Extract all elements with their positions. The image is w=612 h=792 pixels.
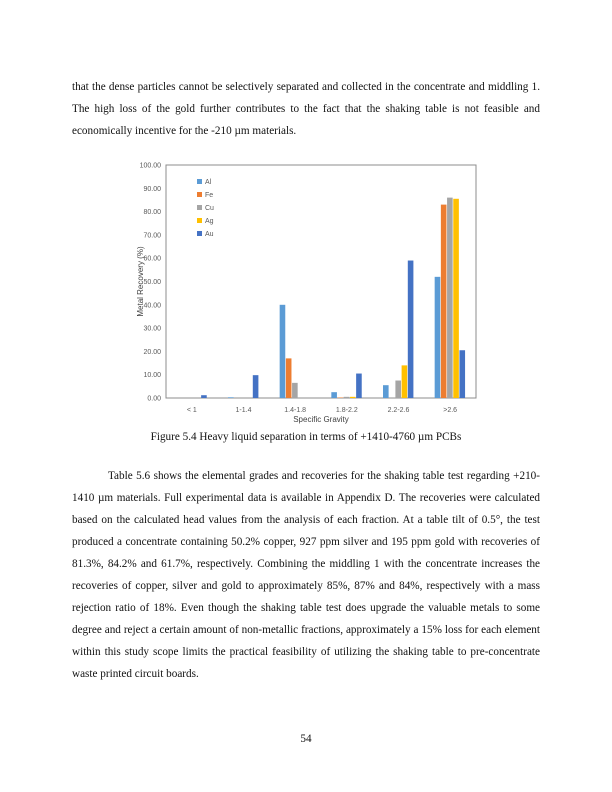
- bar-au: [408, 261, 414, 398]
- x-tick-label: 2.2-2.6: [387, 407, 410, 414]
- legend-swatch-ag: [197, 218, 202, 223]
- x-tick-label: 1.8-2.2: [335, 407, 358, 414]
- x-axis-label: Specific Gravity: [293, 415, 349, 424]
- x-tick-label: 1.4-1.8: [284, 407, 307, 414]
- legend-label-al: Al: [205, 179, 212, 186]
- bar-au: [356, 374, 362, 398]
- y-tick-label: 100.00: [139, 162, 161, 170]
- body-paragraph-top: that the dense particles cannot be selectively separated and collected in the concentrate and middling 1. The high loss of the gold further contributes to the fact that the shaking table is not feasible and economically incentive for the -210 µm materials.: [72, 81, 540, 137]
- bar-cu: [447, 198, 453, 398]
- legend-label-fe: Fe: [205, 192, 214, 199]
- x-tick-label: 1-1.4: [235, 407, 252, 414]
- bar-al: [228, 397, 234, 398]
- chart-canvas: [130, 155, 480, 425]
- legend-label-ag: Ag: [205, 218, 214, 225]
- figure-caption: Figure 5.4 Heavy liquid separation in terms of +1410-4760 µm PCBs: [150, 431, 462, 443]
- legend-swatch-au: [197, 231, 202, 236]
- y-tick-label: 60.00: [143, 255, 161, 263]
- y-tick-label: 20.00: [143, 348, 161, 356]
- y-tick-label: 40.00: [143, 302, 161, 310]
- bar-chart: [130, 155, 480, 425]
- bar-au: [459, 350, 465, 398]
- x-tick-label: < 1: [186, 407, 197, 414]
- bar-al: [331, 392, 337, 398]
- legend-label-au: Au: [205, 231, 214, 238]
- bar-ag: [350, 397, 356, 398]
- bar-ag: [453, 199, 459, 398]
- page-number: 54: [300, 733, 312, 745]
- y-tick-label: 30.00: [143, 325, 161, 333]
- bar-al: [280, 305, 286, 398]
- bar-cu: [292, 383, 298, 398]
- x-tick-label: >2.6: [443, 407, 458, 414]
- y-tick-label: 70.00: [143, 232, 161, 240]
- bar-fe: [441, 205, 447, 398]
- y-tick-label: 90.00: [143, 185, 161, 193]
- bar-cu: [395, 381, 401, 398]
- legend-swatch-fe: [197, 192, 202, 197]
- legend-swatch-al: [197, 179, 202, 184]
- legend-label-cu: Cu: [205, 205, 214, 212]
- bar-al: [383, 385, 389, 398]
- y-tick-label: 0.00: [147, 395, 161, 403]
- bar-au: [201, 395, 207, 398]
- y-axis-label: Metal Recovery (%): [136, 246, 145, 317]
- bar-al: [435, 277, 441, 398]
- body-paragraph-bottom: Table 5.6 shows the elemental grades and recoveries for the shaking table test regarding +210-1410 µm materials. Full experimental data is available in Appendix D. The recoveries were calculated based on the calculated head values from the analysis of each fraction. At a table tilt of 0.5°, the test produced a concentrate containing 50.2% copper, 927 ppm silver and 195 ppm gold with recoveries of 81.3%, 84.2% and 61.7%, respectively. Combining the middling 1 with the concentrate increases the recoveries of copper, silver and gold to approximately 85%, 87% and 84%, respectively with a mass rejection ratio of 18%. Even though the shaking table test does upgrade the valuable metals to some degree and reject a certain amount of non-metallic fractions, approximately a 15% loss for each element within this study scope limits the practical feasibility of utilizing the shaking table to pre-concentrate waste printed circuit boards.: [72, 470, 540, 680]
- bar-ag: [402, 365, 408, 398]
- y-tick-label: 80.00: [143, 209, 161, 217]
- plot-frame: [166, 165, 476, 398]
- bar-fe: [286, 358, 292, 398]
- bar-cu: [344, 397, 350, 398]
- y-tick-label: 50.00: [143, 279, 161, 286]
- legend-swatch-cu: [197, 205, 202, 210]
- y-tick-label: 10.00: [143, 372, 161, 380]
- bar-au: [253, 375, 259, 398]
